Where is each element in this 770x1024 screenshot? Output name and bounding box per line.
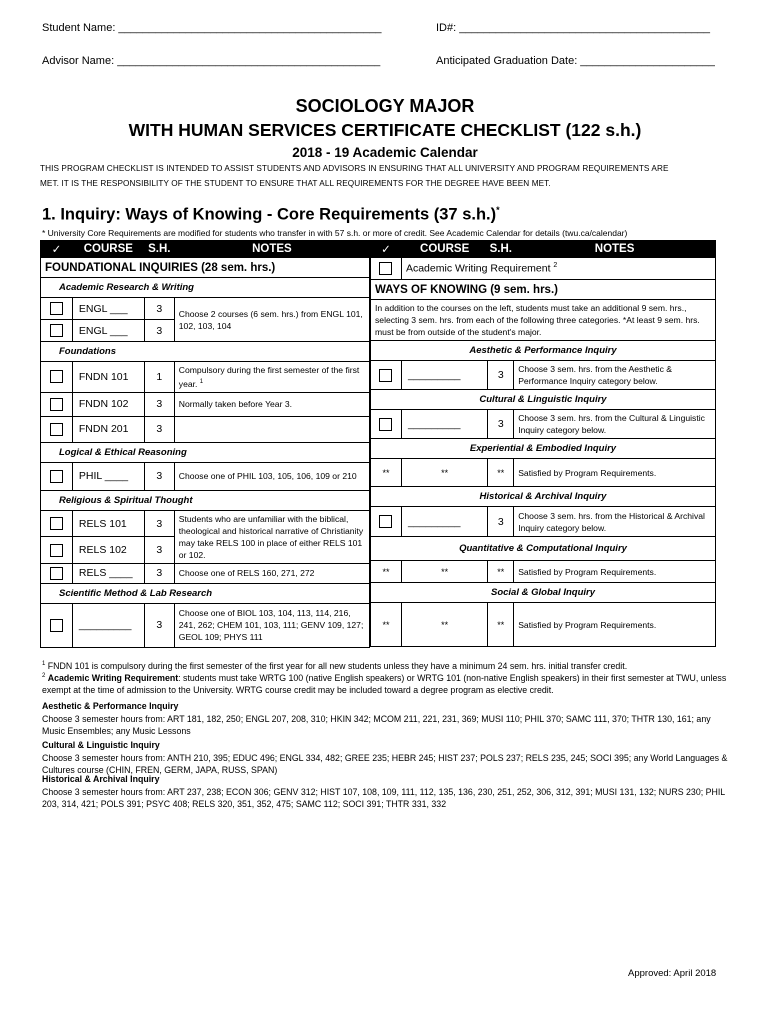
fndn-201-note: [174, 416, 369, 442]
section-title-star: *: [496, 205, 500, 215]
table-row: [41, 603, 370, 647]
table-row: [371, 258, 716, 280]
notes-header: NOTES: [514, 241, 716, 258]
fndn-201-course: FNDN 201: [72, 416, 144, 442]
his-course[interactable]: _________: [401, 507, 487, 537]
engl-2-checkbox[interactable]: [50, 324, 63, 337]
his-sh: 3: [488, 507, 514, 537]
category-historical: [42, 773, 730, 811]
quant-star-3: **: [488, 561, 514, 583]
footnote-2-bold: Academic Writing Requirement: [47, 672, 179, 683]
id-field[interactable]: ID#: _________________________________________: [436, 22, 711, 34]
religious-heading: Religious & Spiritual Thought: [41, 490, 370, 510]
category-aesthetic-text: Choose 3 semester hours from: ART 181, 182, 250; ENGL 207, 208, 310; HKIN 342; MCOM 211, 221, 231, 369; MUSI 110; PHIL 370; SAMC 111, 370; THTR 130, 161; any Music Ensembles; any Music Lessons: [42, 713, 711, 736]
category-historical-text: Choose 3 semester hours from: ART 237, 238; ECON 306; GENV 312; HIST 107, 108, 109, 111, 112, 135, 136, 230, 251, 252, 306, 312, 391; MUSI 131, 132; NURS 230; PHIL 203, 314, 421; POLS 391; PSYC 408; RELS 320, 351, 352, 475; SAMC 112; SOCI 391; THTR 331, 332: [42, 786, 725, 809]
phil-checkbox[interactable]: [50, 470, 63, 483]
scientific-heading: Scientific Method & Lab Research: [41, 583, 370, 603]
category-cultural-text: Choose 3 semester hours from: ANTH 210, 395; EDUC 496; ENGL 334, 482; GREE 235; HEBR 245; HIST 237; POLS 237; RELS 235, 245; SOCI 395; any World Languages & Cultures course (CHIN, FREN, GERM, JAPA, RUSS, SPAN): [42, 752, 728, 775]
table-row: [41, 392, 370, 416]
phil-sh: 3: [144, 462, 174, 490]
aes-sh: 3: [488, 361, 514, 390]
soc-star-1: **: [371, 603, 402, 647]
table-row: [371, 300, 716, 341]
fndn-101-course: FNDN 101: [72, 362, 144, 393]
fndn-201-sh: 3: [144, 416, 174, 442]
rels-101-sh: 3: [144, 510, 174, 537]
rels-101-checkbox[interactable]: [50, 517, 63, 530]
sci-checkbox[interactable]: [50, 619, 63, 632]
check-header: ✓: [371, 241, 402, 258]
table-row: [41, 510, 370, 537]
wok-note: In addition to the courses on the left, students must take an additional 9 sem. hrs., selecting 3 sem. hrs. from each of the following three categories. *At least 9 sem. hrs. must be from outside of the student's major.: [371, 300, 716, 341]
section-title: [42, 205, 500, 225]
historical-heading: Historical & Archival Inquiry: [371, 487, 716, 507]
sci-sh: 3: [144, 603, 174, 647]
rels-any-checkbox[interactable]: [50, 567, 63, 580]
cultural-heading: Cultural & Linguistic Inquiry: [371, 390, 716, 410]
engl-note: Choose 2 courses (6 sem. hrs.) from ENGL 101, 102, 103, 104: [174, 298, 369, 342]
cul-sh: 3: [488, 410, 514, 439]
exp-star-2: **: [401, 459, 487, 487]
rels-note: Students who are unfamiliar with the biblical, theological and historical narrative of Christianity may take RELS 100 in place of either RELS 101 or 102.: [174, 510, 369, 563]
fndn-102-course: FNDN 102: [72, 392, 144, 416]
approved-date: Approved: April 2018: [628, 968, 717, 979]
rels-101-course: RELS 101: [72, 510, 144, 537]
table-row: [41, 362, 370, 393]
intro-line-2: MET. IT IS THE RESPONSIBILITY OF THE STUDENT TO ENSURE THAT ALL REQUIREMENTS FOR THE DEGREE HAVE BEEN MET.: [40, 179, 551, 188]
aes-course[interactable]: _________: [401, 361, 487, 390]
exp-star-3: **: [488, 459, 514, 487]
soc-star-2: **: [401, 603, 487, 647]
intro-line-1: THIS PROGRAM CHECKLIST IS INTENDED TO ASSIST STUDENTS AND ADVISORS IN ENSURING THAT ALL UNIVERSITY AND PROGRAM REQUIREMENTS ARE: [40, 164, 669, 173]
his-note: Choose 3 sem. hrs. from the Historical & Archival Inquiry category below.: [514, 507, 716, 537]
left-table-header: [41, 241, 370, 258]
fndn-101-note: [174, 362, 369, 393]
rels-102-checkbox[interactable]: [50, 544, 63, 557]
fndn-101-note-text: Compulsory during the first semester of the first year.: [178, 365, 360, 389]
core-note: * University Core Requirements are modified for students who transfer in with 57 s.h. or more of credit. See Academic Calendar for details (twu.ca/calendar): [42, 228, 628, 238]
fndn-201-checkbox[interactable]: [50, 423, 63, 436]
footnote-1-text: FNDN 101 is compulsory during the first semester of the first year for all new students unless they have a minimum 24 sem. hrs. initial transfer credit.: [47, 660, 628, 671]
table-row: [371, 507, 716, 537]
engl-1-course[interactable]: ENGL ___: [72, 298, 144, 320]
table-row: [371, 410, 716, 439]
table-row: [371, 603, 716, 647]
quantitative-heading: Quantitative & Computational Inquiry: [371, 537, 716, 561]
fndn-101-sup: 1: [199, 379, 204, 385]
quant-star-2: **: [401, 561, 487, 583]
table-row: [41, 298, 370, 320]
rels-102-course: RELS 102: [72, 537, 144, 564]
notes-header: NOTES: [174, 241, 369, 258]
engl-1-sh: 3: [144, 298, 174, 320]
awr-checkbox[interactable]: [379, 262, 392, 275]
cul-checkbox[interactable]: [379, 418, 392, 431]
exp-star-1: **: [371, 459, 402, 487]
page-subtitle: WITH HUMAN SERVICES CERTIFICATE CHECKLIST (122 s.h.): [128, 120, 642, 140]
footnote-2: [42, 670, 730, 697]
category-aesthetic-title: Aesthetic & Performance Inquiry: [42, 701, 179, 711]
page-title: SOCIOLOGY MAJOR: [295, 96, 475, 116]
quant-star-1: **: [371, 561, 402, 583]
category-cultural: [42, 739, 730, 777]
course-header: COURSE: [72, 241, 144, 258]
experiential-heading: Experiential & Embodied Inquiry: [371, 439, 716, 459]
his-checkbox[interactable]: [379, 515, 392, 528]
soc-note: Satisfied by Program Requirements.: [514, 603, 716, 647]
category-aesthetic: [42, 700, 730, 738]
table-row: [41, 416, 370, 442]
graduation-date-field[interactable]: Anticipated Graduation Date: ______________________: [436, 55, 715, 67]
cul-course[interactable]: _________: [401, 410, 487, 439]
table-row: [41, 563, 370, 583]
sci-course[interactable]: _________: [72, 603, 144, 647]
rels-102-sh: 3: [144, 537, 174, 564]
phil-course[interactable]: PHIL ____: [72, 462, 144, 490]
rels-any-note: Choose one of RELS 160, 271, 272: [174, 563, 369, 583]
aes-note: Choose 3 sem. hrs. from the Aesthetic & Performance Inquiry category below.: [514, 361, 716, 390]
foundations-heading: Foundations: [41, 342, 370, 362]
engl-2-course[interactable]: ENGL ___: [72, 320, 144, 342]
engl-2-sh: 3: [144, 320, 174, 342]
academic-calendar-label: 2018 - 19 Academic Calendar: [292, 145, 478, 160]
soc-star-3: **: [488, 603, 514, 647]
sh-header: S.H.: [144, 241, 174, 258]
table-row: [371, 361, 716, 390]
exp-note: Satisfied by Program Requirements.: [514, 459, 716, 487]
aes-checkbox[interactable]: [379, 369, 392, 382]
course-header: COURSE: [401, 241, 487, 258]
awr-text: Academic Writing Requirement: [405, 262, 551, 275]
aesthetic-heading: Aesthetic & Performance Inquiry: [371, 341, 716, 361]
table-row: [371, 459, 716, 487]
student-name-field[interactable]: Student Name: ___________________________________________: [42, 22, 382, 34]
footnote-2-text: : students must take WRTG 100 (native English speakers) or WRTG 101 (non-native English speakers) in their first semester at TWU, unless exempt at the time of admission to the University. WRTG course credit may be included toward a degree program as elective credit.: [42, 672, 727, 696]
awr-sup: 2: [553, 262, 558, 270]
quant-note: Satisfied by Program Requirements.: [514, 561, 716, 583]
engl-1-checkbox[interactable]: [50, 302, 63, 315]
footnote-2-sup: 2: [42, 673, 46, 679]
footnote-1-sup: 1: [42, 661, 46, 667]
sci-note: Choose one of BIOL 103, 104, 113, 114, 216, 241, 262; CHEM 101, 103, 111; GENV 109, 127; GEOL 109; PHYS 111: [174, 603, 369, 647]
check-header: ✓: [41, 241, 73, 258]
left-requirements-table: [40, 240, 370, 648]
logical-heading: Logical & Ethical Reasoning: [41, 442, 370, 462]
phil-note: Choose one of PHIL 103, 105, 106, 109 or 210: [174, 462, 369, 490]
awr-label: [401, 258, 715, 280]
social-heading: Social & Global Inquiry: [371, 583, 716, 603]
rels-any-sh: 3: [144, 563, 174, 583]
fndn-101-sh: 1: [144, 362, 174, 393]
section-title-text: 1. Inquiry: Ways of Knowing - Core Requirements (37 s.h.): [42, 205, 497, 224]
rels-any-course[interactable]: RELS ____: [72, 563, 144, 583]
fndn-102-note: Normally taken before Year 3.: [174, 392, 369, 416]
category-cultural-title: Cultural & Linguistic Inquiry: [42, 740, 160, 750]
table-row: [41, 462, 370, 490]
academic-research-heading: Academic Research & Writing: [41, 278, 370, 298]
cul-note: Choose 3 sem. hrs. from the Cultural & Linguistic Inquiry category below.: [514, 410, 716, 439]
table-row: [371, 561, 716, 583]
right-table-header: [371, 241, 716, 258]
right-requirements-table: [370, 240, 716, 647]
fndn-102-checkbox[interactable]: [50, 398, 63, 411]
advisor-name-field[interactable]: Advisor Name: ___________________________________________: [42, 55, 381, 67]
foundational-heading: FOUNDATIONAL INQUIRIES (28 sem. hrs.): [41, 258, 370, 278]
fndn-102-sh: 3: [144, 392, 174, 416]
sh-header: S.H.: [488, 241, 514, 258]
category-historical-title: Historical & Archival Inquiry: [42, 774, 160, 784]
fndn-101-checkbox[interactable]: [50, 370, 63, 383]
wok-heading: WAYS OF KNOWING (9 sem. hrs.): [371, 280, 716, 300]
